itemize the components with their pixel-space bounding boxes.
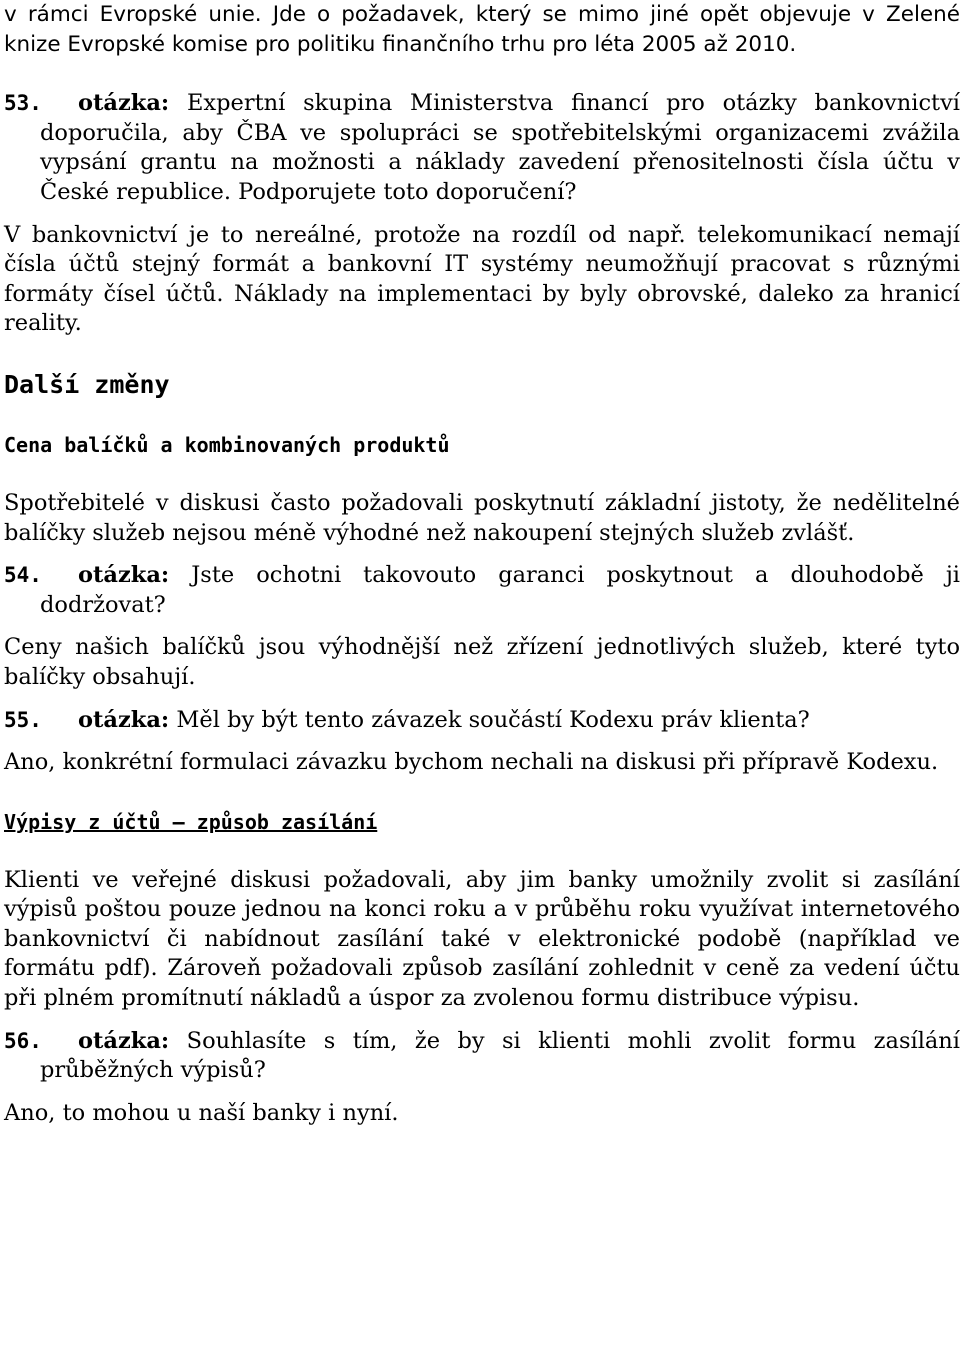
heading-vypisy-text: Výpisy z účtů – způsob zasílání — [4, 809, 378, 834]
question-text: Měl by být tento závazek součástí Kodexu práv klienta? — [169, 706, 810, 733]
question-keyword: otázka: — [78, 90, 170, 117]
question-number: 54. — [4, 563, 42, 588]
paragraph-intro: v rámci Evropské unie. Jde o požadavek, který se mimo jiné opět objevuje v Zelené knize Evropské komise pro politiku finančního trhu pro léta 2005 až 2010. — [4, 2, 960, 57]
question-53 — [4, 89, 960, 207]
answer-55: Ano, konkrétní formulaci závazku bychom nechali na diskusi při přípravě Kodexu. — [4, 749, 939, 776]
paragraph-vypisy: Klienti ve veřejné diskusi požadovali, aby jim banky umožnily zvolit si zasílání výpisů poštou pouze jednou na konci roku a v průběhu roku využívat internetového bankovnictví či nabídnout zasílání také v elektronické podobě (například ve formátu pdf). Zároveň požadovali způsob zasílání zohlednit v ceně za vedení účtu při plném promítnutí nákladů a úspor za zvolenou formu distribuce výpisu. — [4, 866, 960, 1012]
question-55 — [4, 706, 960, 736]
answer-54: Ceny našich balíčků jsou výhodnější než zřízení jednotlivých služeb, které tyto balíčky obsahují. — [4, 634, 960, 690]
question-text: Expertní skupina Ministerstva financí pro otázky bankovnictví doporučila, aby ČBA ve spolupráci se spotřebitelskými organizacemi zvážila vypsání grantu na možnosti a náklady zavedení přenositelnosti čísla účtu v České republice. Podporujete toto doporučení? — [40, 90, 960, 205]
answer-56: Ano, to mohou u naší banky i nyní. — [4, 1099, 399, 1126]
answer-53: V bankovnictví je to nereálné, protože na rozdíl od např. telekomunikací nemají čísla účtů stejný formát a bankovní IT systémy neumožňují pracovat s různými formáty čísel účtů. Náklady na implementaci by byly obrovské, daleko za hranicí reality. — [4, 221, 960, 337]
heading-vypisy — [4, 808, 960, 836]
question-number: 56. — [4, 1028, 42, 1053]
question-number: 55. — [4, 707, 42, 732]
question-text: Souhlasíte s tím, že by si klienti mohli zvolit formu zasílání průběžných výpisů? — [40, 1027, 960, 1084]
question-keyword: otázka: — [78, 706, 170, 733]
paragraph-cena: Spotřebitelé v diskusi často požadovali poskytnutí základní jistoty, že nedělitelné balíčky služeb nejsou méně výhodné než nakoupení stejných služeb zvlášť. — [4, 489, 960, 546]
heading-dalsi-zmeny: Další změny — [4, 369, 170, 399]
question-keyword: otázka: — [78, 1027, 170, 1054]
question-keyword: otázka: — [78, 562, 170, 589]
question-number: 53. — [4, 91, 42, 116]
question-56 — [4, 1027, 960, 1086]
question-text: Jste ochotni takovouto garanci poskytnout a dlouhodobě ji dodržovat? — [40, 562, 960, 618]
question-54 — [4, 561, 960, 620]
heading-cena-balicku: Cena balíčků a kombinovaných produktů — [4, 432, 450, 457]
